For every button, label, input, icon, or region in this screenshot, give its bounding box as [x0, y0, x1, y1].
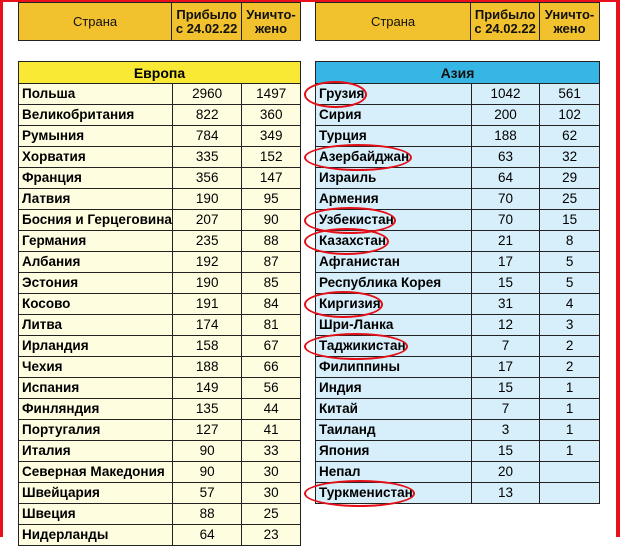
destroyed-cell: 30 — [242, 462, 301, 483]
arrived-cell: 15 — [471, 378, 540, 399]
table-row — [316, 273, 600, 294]
arrived-cell: 149 — [172, 378, 241, 399]
arrived-cell: 356 — [172, 168, 241, 189]
arrived-cell: 335 — [172, 147, 241, 168]
table-row — [316, 294, 600, 315]
table-row — [316, 378, 600, 399]
asia-header-table — [315, 2, 600, 41]
country-cell: Чехия — [19, 357, 173, 378]
destroyed-cell: 147 — [242, 168, 301, 189]
destroyed-cell: 1 — [540, 420, 600, 441]
country-cell: Латвия — [19, 189, 173, 210]
destroyed-cell: 84 — [242, 294, 301, 315]
country-cell: Литва — [19, 315, 173, 336]
europe-header-table — [18, 2, 301, 41]
table-row — [316, 315, 600, 336]
country-cell: Турция — [316, 126, 472, 147]
country-cell: Филиппины — [316, 357, 472, 378]
arrived-cell: 13 — [471, 483, 540, 504]
destroyed-cell: 1 — [540, 378, 600, 399]
country-cell: Республика Корея — [316, 273, 472, 294]
arrived-cell: 200 — [471, 105, 540, 126]
destroyed-cell: 5 — [540, 273, 600, 294]
destroyed-cell: 360 — [242, 105, 301, 126]
country-cell: Киргизия — [316, 294, 472, 315]
destroyed-cell: 67 — [242, 336, 301, 357]
arrived-cell: 57 — [172, 483, 241, 504]
table-row — [19, 126, 301, 147]
table-row — [316, 147, 600, 168]
destroyed-cell: 15 — [540, 210, 600, 231]
country-cell: Хорватия — [19, 147, 173, 168]
country-cell: Румыния — [19, 126, 173, 147]
table-row — [316, 420, 600, 441]
country-cell: Северная Македония — [19, 462, 173, 483]
europe-table — [18, 61, 301, 546]
country-cell: Эстония — [19, 273, 173, 294]
arrived-cell: 12 — [471, 315, 540, 336]
country-cell: Таиланд — [316, 420, 472, 441]
country-cell: Непал — [316, 462, 472, 483]
country-cell: Грузия — [316, 84, 472, 105]
table-row — [19, 210, 301, 231]
destroyed-cell: 23 — [242, 525, 301, 546]
table-row — [19, 105, 301, 126]
destroyed-cell: 29 — [540, 168, 600, 189]
arrived-cell: 17 — [471, 252, 540, 273]
destroyed-cell: 95 — [242, 189, 301, 210]
destroyed-cell: 81 — [242, 315, 301, 336]
destroyed-cell: 33 — [242, 441, 301, 462]
country-cell: Израиль — [316, 168, 472, 189]
country-cell: Финляндия — [19, 399, 173, 420]
table-row — [19, 147, 301, 168]
destroyed-cell — [540, 462, 600, 483]
country-cell: Босния и Герцеговина — [19, 210, 173, 231]
arrived-cell: 188 — [172, 357, 241, 378]
header-destroyed: Уничто- жено — [540, 3, 600, 41]
destroyed-cell: 349 — [242, 126, 301, 147]
arrived-cell: 64 — [172, 525, 241, 546]
destroyed-cell: 1 — [540, 441, 600, 462]
arrived-cell: 90 — [172, 441, 241, 462]
arrived-cell: 188 — [471, 126, 540, 147]
arrived-cell: 17 — [471, 357, 540, 378]
country-cell: Азербайджан — [316, 147, 472, 168]
destroyed-cell: 561 — [540, 84, 600, 105]
arrived-cell: 174 — [172, 315, 241, 336]
destroyed-cell: 62 — [540, 126, 600, 147]
table-row — [316, 231, 600, 252]
country-cell: Шри-Ланка — [316, 315, 472, 336]
arrived-cell: 135 — [172, 399, 241, 420]
arrived-cell: 784 — [172, 126, 241, 147]
destroyed-cell: 30 — [242, 483, 301, 504]
destroyed-cell: 56 — [242, 378, 301, 399]
destroyed-cell: 90 — [242, 210, 301, 231]
table-row — [316, 168, 600, 189]
table-row — [19, 189, 301, 210]
table-row — [19, 84, 301, 105]
table-row — [19, 168, 301, 189]
destroyed-cell: 8 — [540, 231, 600, 252]
arrived-cell: 158 — [172, 336, 241, 357]
table-row — [316, 357, 600, 378]
country-cell: Туркменистан — [316, 483, 472, 504]
europe-title: Европа — [19, 62, 301, 84]
country-cell: Афганистан — [316, 252, 472, 273]
asia-title: Азия — [316, 62, 600, 84]
destroyed-cell: 25 — [242, 504, 301, 525]
table-row — [316, 336, 600, 357]
country-cell: Албания — [19, 252, 173, 273]
country-cell: Швейцария — [19, 483, 173, 504]
destroyed-cell: 1 — [540, 399, 600, 420]
country-cell: Испания — [19, 378, 173, 399]
arrived-cell: 822 — [172, 105, 241, 126]
arrived-cell: 3 — [471, 420, 540, 441]
arrived-cell: 70 — [471, 189, 540, 210]
country-cell: Великобритания — [19, 105, 173, 126]
country-cell: Италия — [19, 441, 173, 462]
arrived-cell: 127 — [172, 420, 241, 441]
destroyed-cell: 152 — [242, 147, 301, 168]
arrived-cell: 1042 — [471, 84, 540, 105]
header-destroyed: Уничто- жено — [242, 3, 301, 41]
table-row — [316, 84, 600, 105]
country-cell: Португалия — [19, 420, 173, 441]
table-row — [19, 273, 301, 294]
country-cell: Франция — [19, 168, 173, 189]
arrived-cell: 7 — [471, 336, 540, 357]
table-row — [19, 399, 301, 420]
destroyed-cell: 44 — [242, 399, 301, 420]
table-row — [316, 462, 600, 483]
arrived-cell: 63 — [471, 147, 540, 168]
header-arrived: Прибыло с 24.02.22 — [471, 3, 540, 41]
header-arrived: Прибыло с 24.02.22 — [172, 3, 242, 41]
arrived-cell: 190 — [172, 189, 241, 210]
table-row — [19, 336, 301, 357]
arrived-cell: 31 — [471, 294, 540, 315]
table-row — [316, 483, 600, 504]
arrived-cell: 7 — [471, 399, 540, 420]
table-row — [19, 231, 301, 252]
table-row — [19, 378, 301, 399]
table-row — [316, 252, 600, 273]
country-cell: Казахстан — [316, 231, 472, 252]
header-country: Страна — [19, 3, 172, 41]
country-cell: Нидерланды — [19, 525, 173, 546]
country-cell: Косово — [19, 294, 173, 315]
header-country: Страна — [316, 3, 471, 41]
arrived-cell: 70 — [471, 210, 540, 231]
table-row — [19, 315, 301, 336]
destroyed-cell: 85 — [242, 273, 301, 294]
destroyed-cell: 102 — [540, 105, 600, 126]
arrived-cell: 20 — [471, 462, 540, 483]
arrived-cell: 235 — [172, 231, 241, 252]
arrived-cell: 15 — [471, 441, 540, 462]
table-row — [19, 420, 301, 441]
arrived-cell: 88 — [172, 504, 241, 525]
country-cell: Германия — [19, 231, 173, 252]
arrived-cell: 64 — [471, 168, 540, 189]
table-row — [316, 126, 600, 147]
destroyed-cell: 1497 — [242, 84, 301, 105]
destroyed-cell: 5 — [540, 252, 600, 273]
table-row — [19, 462, 301, 483]
table-row — [19, 441, 301, 462]
country-cell: Армения — [316, 189, 472, 210]
arrived-cell: 21 — [471, 231, 540, 252]
table-row — [19, 483, 301, 504]
destroyed-cell — [540, 483, 600, 504]
country-cell: Таджикистан — [316, 336, 472, 357]
country-cell: Швеция — [19, 504, 173, 525]
destroyed-cell: 2 — [540, 336, 600, 357]
destroyed-cell: 88 — [242, 231, 301, 252]
arrived-cell: 191 — [172, 294, 241, 315]
table-row — [316, 441, 600, 462]
destroyed-cell: 87 — [242, 252, 301, 273]
table-row — [316, 210, 600, 231]
table-row — [316, 189, 600, 210]
destroyed-cell: 32 — [540, 147, 600, 168]
arrived-cell: 190 — [172, 273, 241, 294]
country-cell: Узбекистан — [316, 210, 472, 231]
destroyed-cell: 25 — [540, 189, 600, 210]
country-cell: Япония — [316, 441, 472, 462]
destroyed-cell: 3 — [540, 315, 600, 336]
table-row — [19, 357, 301, 378]
destroyed-cell: 41 — [242, 420, 301, 441]
country-cell: Польша — [19, 84, 173, 105]
country-cell: Индия — [316, 378, 472, 399]
destroyed-cell: 4 — [540, 294, 600, 315]
country-cell: Китай — [316, 399, 472, 420]
asia-table — [315, 61, 600, 504]
country-cell: Ирландия — [19, 336, 173, 357]
country-cell: Сирия — [316, 105, 472, 126]
table-row — [19, 525, 301, 546]
arrived-cell: 90 — [172, 462, 241, 483]
table-row — [19, 504, 301, 525]
arrived-cell: 192 — [172, 252, 241, 273]
table-row — [316, 105, 600, 126]
destroyed-cell: 2 — [540, 357, 600, 378]
arrived-cell: 2960 — [172, 84, 241, 105]
table-row — [19, 294, 301, 315]
table-row — [19, 252, 301, 273]
arrived-cell: 15 — [471, 273, 540, 294]
table-row — [316, 399, 600, 420]
destroyed-cell: 66 — [242, 357, 301, 378]
arrived-cell: 207 — [172, 210, 241, 231]
